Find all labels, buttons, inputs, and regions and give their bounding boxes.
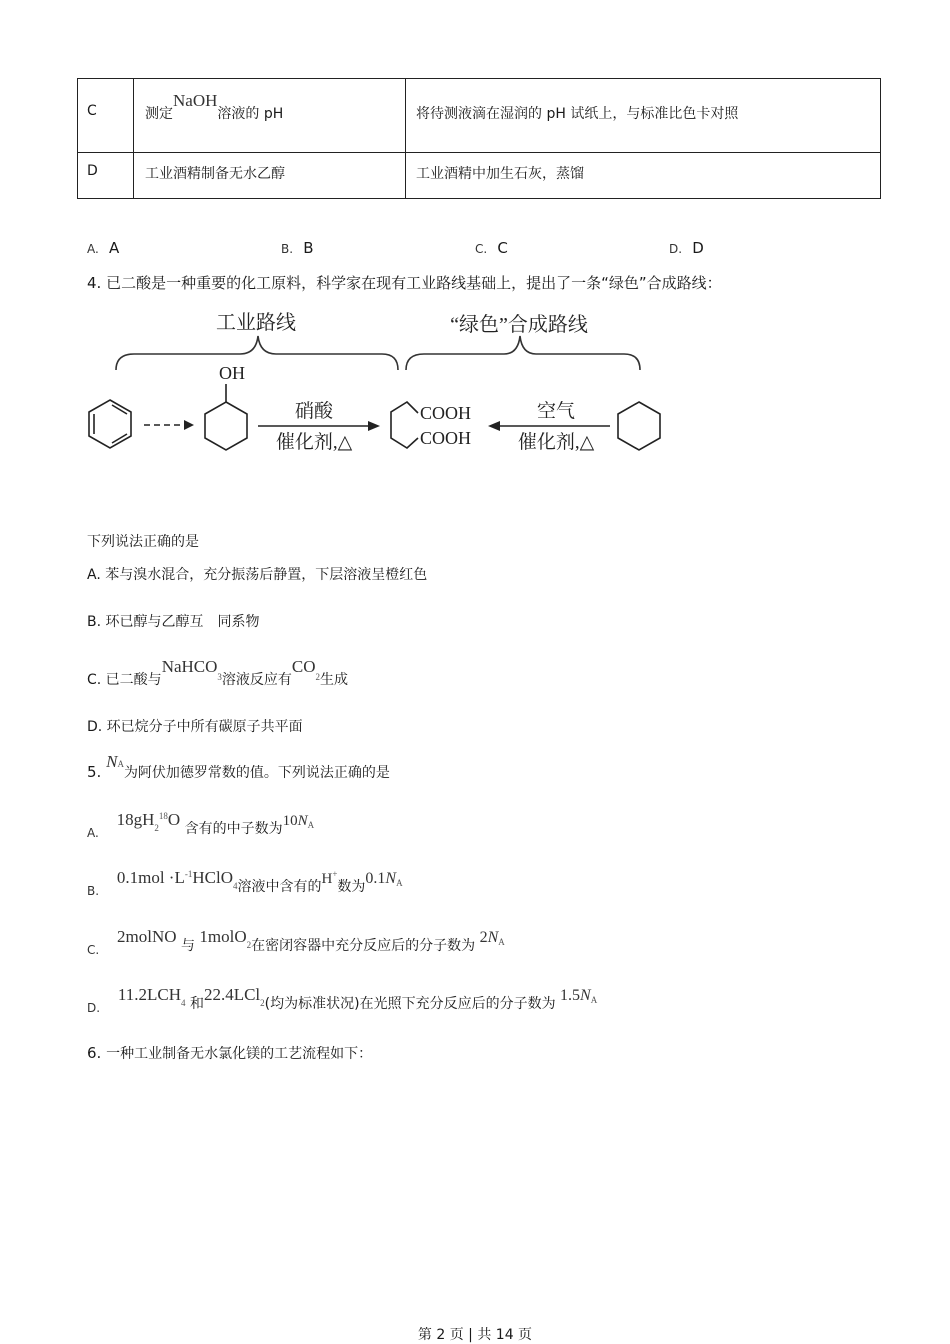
cooh-label-2: COOH: [420, 428, 472, 448]
arrow-1-condition: 催化剂,△: [275, 432, 353, 453]
table-row-label: C: [87, 103, 97, 119]
green-route-label: “绿色”合成路线: [450, 314, 588, 336]
reaction-arrow-2-head: [488, 421, 500, 431]
q4-option-d: D. 环已烷分子中所有碳原子共平面: [87, 719, 303, 735]
table-cell-method: 将待测液滴在湿润的 pH 试纸上，与标准比色卡对照: [416, 106, 739, 122]
question-5-stem: 5. NA为阿伏加德罗常数的值。下列说法正确的是: [87, 752, 390, 781]
question-4-stem: 4. 已二酸是一种重要的化工原料，科学家在现有工业路线基础上，提出了一条“绿色”合成路线：: [87, 274, 722, 292]
q3-option-d: D. D: [669, 239, 704, 257]
q3-option-b: B. B: [281, 239, 314, 257]
q5-option-c: C. 2molNO 与 1molO$_2$在密闭容器中充分反应后的分子数为 $2N_A$: [87, 927, 505, 957]
cyclohexane-structure: [618, 402, 660, 450]
table-divider: [78, 152, 880, 153]
q5-option-a: A. $18gH_2^{18}O$ 含有的中子数为$10N_A$: [87, 810, 315, 840]
q4-option-c: C. 已二酸与NaHCO$_3$溶液反应有$CO_2$生成: [87, 657, 349, 688]
table-cell-experiment: 测定NaOH溶液的 pH: [145, 91, 284, 122]
arrow-2-reagent: 空气: [536, 401, 576, 422]
q3-option-c: C. C: [475, 239, 508, 257]
cooh-label-1: COOH: [420, 403, 472, 423]
reaction-arrow-1-head: [368, 421, 380, 431]
question-6-stem: 6. 一种工业制备无水氯化镁的工艺流程如下：: [87, 1044, 373, 1062]
q3-option-a: A. A: [87, 239, 120, 257]
options-table: [77, 78, 881, 199]
industrial-route-label: 工业路线: [216, 312, 296, 334]
table-divider: [133, 79, 134, 198]
q5-option-d: D. $11.2LCH_4$ 和22.4LCl$_2$(均为标准状况)在光照下充分反应后的分子数为 $1.5N_A$: [87, 985, 598, 1015]
arrow-2-condition: 催化剂,△: [517, 432, 595, 453]
q5-option-b: B. $0.1mol \cdot L^{-1}HClO_4$溶液中含有的H+数为$0.1N_A$: [87, 868, 403, 898]
synthesis-route-diagram: [86, 302, 686, 462]
industrial-brace: [116, 336, 398, 370]
dashed-arrow-head: [184, 420, 194, 430]
oh-label: OH: [219, 363, 245, 383]
cyclohexanol-structure: [205, 384, 247, 450]
benzene-structure: [89, 400, 131, 448]
table-divider: [405, 79, 406, 198]
table-cell-method: 工业酒精中加生石灰，蒸馏: [416, 166, 584, 182]
table-row-label: D: [87, 163, 98, 179]
adipic-acid-structure: [391, 402, 418, 448]
q4-option-b: B. 环已醇与乙醇互 同系物: [87, 614, 260, 630]
page-footer: 第 2 页 | 共 14 页: [417, 1327, 533, 1343]
table-cell-experiment: 工业酒精制备无水乙醇: [145, 166, 285, 182]
green-brace: [406, 336, 640, 370]
q4-option-a: A. 苯与溴水混合，充分振荡后静置，下层溶液呈橙红色: [87, 567, 428, 583]
arrow-1-reagent: 硝酸: [294, 401, 334, 422]
question-4-prompt: 下列说法正确的是: [87, 534, 199, 550]
